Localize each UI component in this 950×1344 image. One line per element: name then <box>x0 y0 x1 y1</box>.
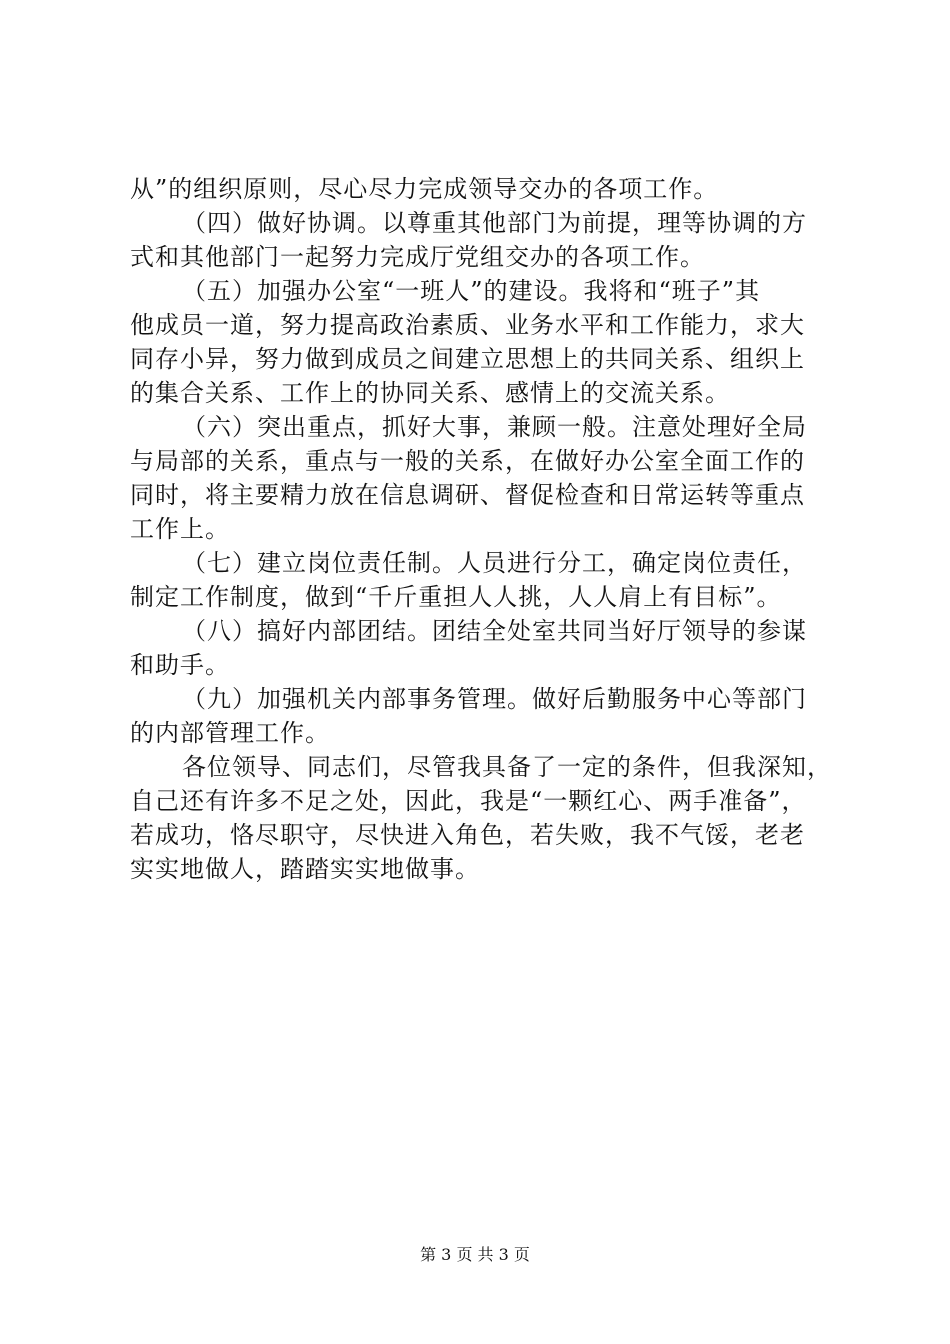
text-line: 若成功，恪尽职守，尽快进入角色，若失败，我不气馁，老老 <box>130 821 805 849</box>
page-footer <box>0 1244 950 1266</box>
text-line: （五）加强办公室“一班人”的建设。我将和“班子”其 <box>182 277 761 305</box>
text-line: （八）搞好内部团结。团结全处室共同当好厅领导的参谋 <box>182 617 807 645</box>
document-body <box>130 172 830 886</box>
text-line: （四）做好协调。以尊重其他部门为前提，理等协调的方 <box>182 209 807 237</box>
text-line: 与局部的关系，重点与一般的关系，在做好办公室全面工作的 <box>130 447 805 475</box>
text-line: 他成员一道，努力提高政治素质、业务水平和工作能力，求大 <box>130 311 805 339</box>
text-line: 的内部管理工作。 <box>130 719 330 747</box>
text-line: 从”的组织原则，尽心尽力完成领导交办的各项工作。 <box>130 175 719 203</box>
page-number-label: 第 3 页 共 3 页 <box>420 1245 530 1264</box>
text-line: 同时，将主要精力放在信息调研、督促检查和日常运转等重点 <box>130 481 805 509</box>
text-line: 和助手。 <box>130 651 230 679</box>
text-line: 的集合关系、工作上的协同关系、感情上的交流关系。 <box>130 379 730 407</box>
text-line: 各位领导、同志们，尽管我具备了一定的条件，但我深知， <box>182 753 832 781</box>
text-line: 同存小异，努力做到成员之间建立思想上的共同关系、组织上 <box>130 345 805 373</box>
text-line: 制定工作制度，做到“千斤重担人人挑，人人肩上有目标”。 <box>130 583 782 611</box>
text-line: 式和其他部门一起努力完成厅党组交办的各项工作。 <box>130 243 705 271</box>
text-line: 工作上。 <box>130 515 230 543</box>
text-line: （七）建立岗位责任制。人员进行分工，确定岗位责任， <box>182 549 807 577</box>
text-line: （六）突出重点，抓好大事，兼顾一般。注意处理好全局 <box>182 413 807 441</box>
text-line: 实实地做人，踏踏实实地做事。 <box>130 855 480 883</box>
text-line: 自己还有许多不足之处，因此，我是“一颗红心、两手准备”， <box>130 787 807 815</box>
text-line: （九）加强机关内部事务管理。做好后勤服务中心等部门 <box>182 685 807 713</box>
